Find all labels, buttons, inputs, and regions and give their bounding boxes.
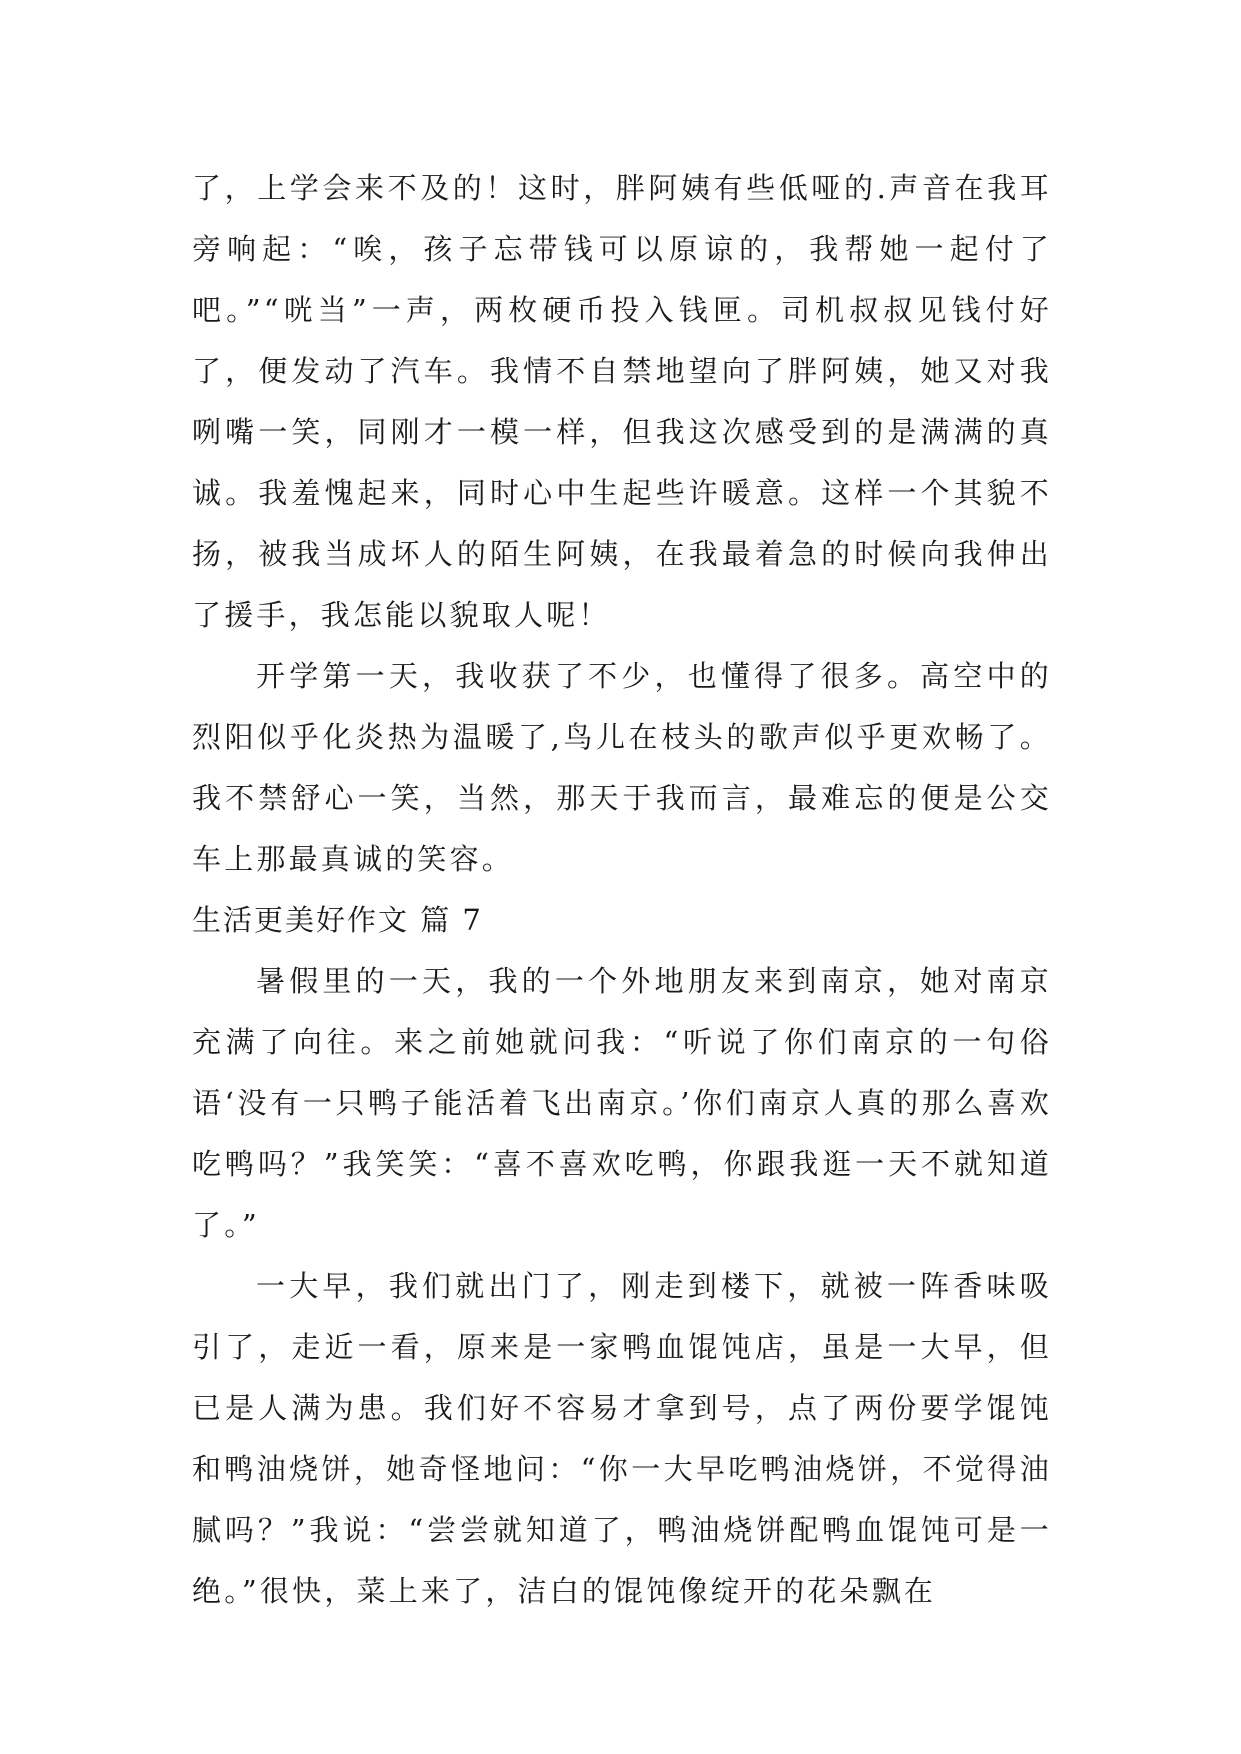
paragraph-early-morning: 一大早，我们就出门了，刚走到楼下，就被一阵香味吸引了，走近一看，原来是一家鸭血馄饨店，虽是一大早，但已是人满为患。我们好不容易才拿到号，点了两份要学馄饨和鸭油烧饼，她奇怪地问：“你一大早吃鸭油烧饼，不觉得油腻吗？”我说：“尝尝就知道了，鸭油烧饼配鸭血馄饨可是一绝。”很快，菜上来了，洁白的馄饨像绽开的花朵飘在 [192,1269,1052,1608]
section-title: 生活更美好作文 篇 7 [192,903,483,937]
paragraph-continuation: 了，上学会来不及的！这时，胖阿姨有些低哑的.声音在我耳旁响起：“唉，孩子忘带钱可以原谅的，我帮她一起付了吧。”“咣当”一声，两枚硬币投入钱匣。司机叔叔见钱付好了，便发动了汽车。我情不自禁地望向了胖阿姨，她又对我咧嘴一笑，同刚才一模一样，但我这次感受到的是满满的真诚。我羞愧起来，同时心中生起些许暖意。这样一个其貌不扬，被我当成坏人的陌生阿姨，在我最着急的时候向我伸出了援手，我怎能以貌取人呢！ [192,171,1052,632]
paragraph-first-day: 开学第一天，我收获了不少，也懂得了很多。高空中的烈阳似乎化炎热为温暖了,鸟儿在枝头的歌声似乎更欢畅了。我不禁舒心一笑，当然，那天于我而言，最难忘的便是公交车上那最真诚的笑容。 [192,659,1052,876]
document-page [192,158,1052,1622]
paragraph-summer-day: 暑假里的一天，我的一个外地朋友来到南京，她对南京充满了向往。来之前她就问我：“听说了你们南京的一句俗语‘没有一只鸭子能活着飞出南京。’你们南京人真的那么喜欢吃鸭吗？”我笑笑：“喜不喜欢吃鸭，你跟我逛一天不就知道了。” [192,964,1052,1242]
